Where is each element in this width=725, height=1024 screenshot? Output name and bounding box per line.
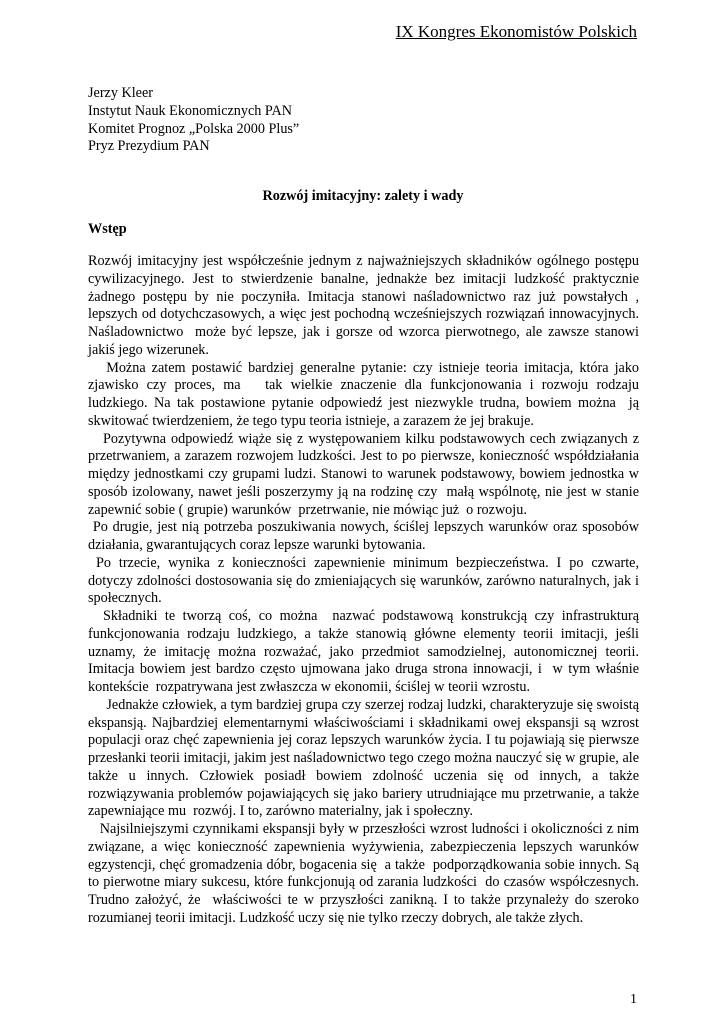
author-affiliation: Instytut Nauk Ekonomicznych PAN xyxy=(88,102,292,119)
paragraph: Najsilniejszymi czynnikami ekspansji były w przeszłości wzrost ludności i okoliczności z nim związane, a więc konieczność zapewnienia wyżywienia, zabezpieczenia lepszych warunków egzystencji, chęć gromadzenia dóbr, bogacenia się a także podporządkowania sobie innych. Są to pierwotne miary sukcesu, które funkcjonują od zarania ludzkości do czasów współczesnych. Trudno założyć, że właściwości te w przyszłości zanikną. I to także przynależy do szeroko rozumianej teorii imitacji. Ludzkość uczy się nie tylko rzeczy dobrych, ale także złych. xyxy=(88,821,643,926)
author-name: Jerzy Kleer xyxy=(88,85,153,101)
paragraph: Po drugie, jest nią potrzeba poszukiwania nowych, ściślej lepszych warunków oraz sposobów działania, gwarantujących coraz lepsze warunki bytowania. xyxy=(88,519,643,553)
paragraph: Można zatem postawić bardziej generalne pytanie: czy istnieje teoria imitacja, która jako zjawisko czy proces, ma tak wielkie znaczenie dla funkcjonowania i rozwoju rodzaju ludzkiego. Na tak postawione pytanie odpowiedź jest niezwykle trudna, bowiem można ją skwitować twierdzeniem, że tego typu teoria istnieje, a zarazem że jej brakuje. xyxy=(88,359,643,429)
paragraph: Składniki te tworzą coś, co można nazwać podstawową konstrukcją czy infrastrukturą funkcjonowania rodzaju ludzkiego, a także stanowią główne elementy teorii imitacji, jeśli uznamy, że imitację można rozważać, jako przedmiot samodzielnej, autonomicznej teorii. Imitacja bowiem jest bardzo często ujmowana jako druga strona innowacji, i w tym właśnie kontekście rozpatrywana jest zwłaszcza w ekonomii, ściślej w teorii wzrostu. xyxy=(88,608,643,695)
body-text xyxy=(88,253,643,928)
paragraph: Rozwój imitacyjny jest współcześnie jednym z najważniejszych składników ogólnego postępu cywilizacyjnego. Jest to stwierdzenie banalne, jednakże bez imitacji ludzkość praktycznie żadnego postępu by nie poczyniła. Imitacja stanowi naśladownictwo raz już powstałych , lepszych od dotychczasowych, a więc jest pochodną wcześniejszych rozwiązań innowacyjnych. Naśladownictwo może być lepsze, jak i gorsze od wzorca pierwotnego, ale zawsze stanowi jakiś jego wizerunek. xyxy=(88,253,643,358)
running-header-title: IX Kongres Ekonomistów Polskich xyxy=(395,22,637,41)
author-block xyxy=(88,85,299,156)
paragraph: Po trzecie, wynika z konieczności zapewnienie minimum bezpieczeństwa. I po czwarte, dotyczy zdolności dostosowania się do zmieniających się warunków, zarówno naturalnych, jak i społecznych. xyxy=(88,554,643,607)
author-role: Pryz Prezydium PAN xyxy=(88,138,210,155)
paragraph: Jednakże człowiek, a tym bardziej grupa czy szerzej rodzaj ludzki, charakteryzuje się swoistą ekspansją. Najbardziej elementarnymi właściwościami i składnikami owej ekspansji są wzrost populacji oraz chęć zapewnienia jej coraz lepszych warunków życia. I tu pojawiają się pierwsze przesłanki teorii imitacji, jakim jest naśladownictwo tego czego można nauczyć się w grupie, ale także u innych. Człowiek posiadł bowiem zdolność uczenia się od innych, a także rozwiązywania problemów pojawiających się jako bariery utrudniające mu przetrwanie, a także zapewniające mu rozwój. I to, zarówno materialny, jak i społeczny. xyxy=(88,696,643,820)
document-title: Rozwój imitacyjny: zalety i wady xyxy=(262,188,464,204)
author-committee: Komitet Prognoz „Polska 2000 Plus” xyxy=(88,120,300,137)
section-heading: Wstęp xyxy=(88,221,127,237)
page-number: 1 xyxy=(630,992,637,1007)
paragraph: Pozytywna odpowiedź wiąże się z występowaniem kilku podstawowych cech związanych z przetrwaniem, a zarazem rozwojem ludzkości. Jest to po pierwsze, konieczność współdziałania między jednostkami czy grupami ludzi. Stanowi to warunek podstawowy, bowiem jednostka w sposób izolowany, nawet jeśli poszerzymy ją na rodzinę czy małą wspólnotę, nie jest w stanie zapewnić sobie ( grupie) warunków przetrwanie, nie mówiąc już o rozwoju. xyxy=(88,430,643,518)
